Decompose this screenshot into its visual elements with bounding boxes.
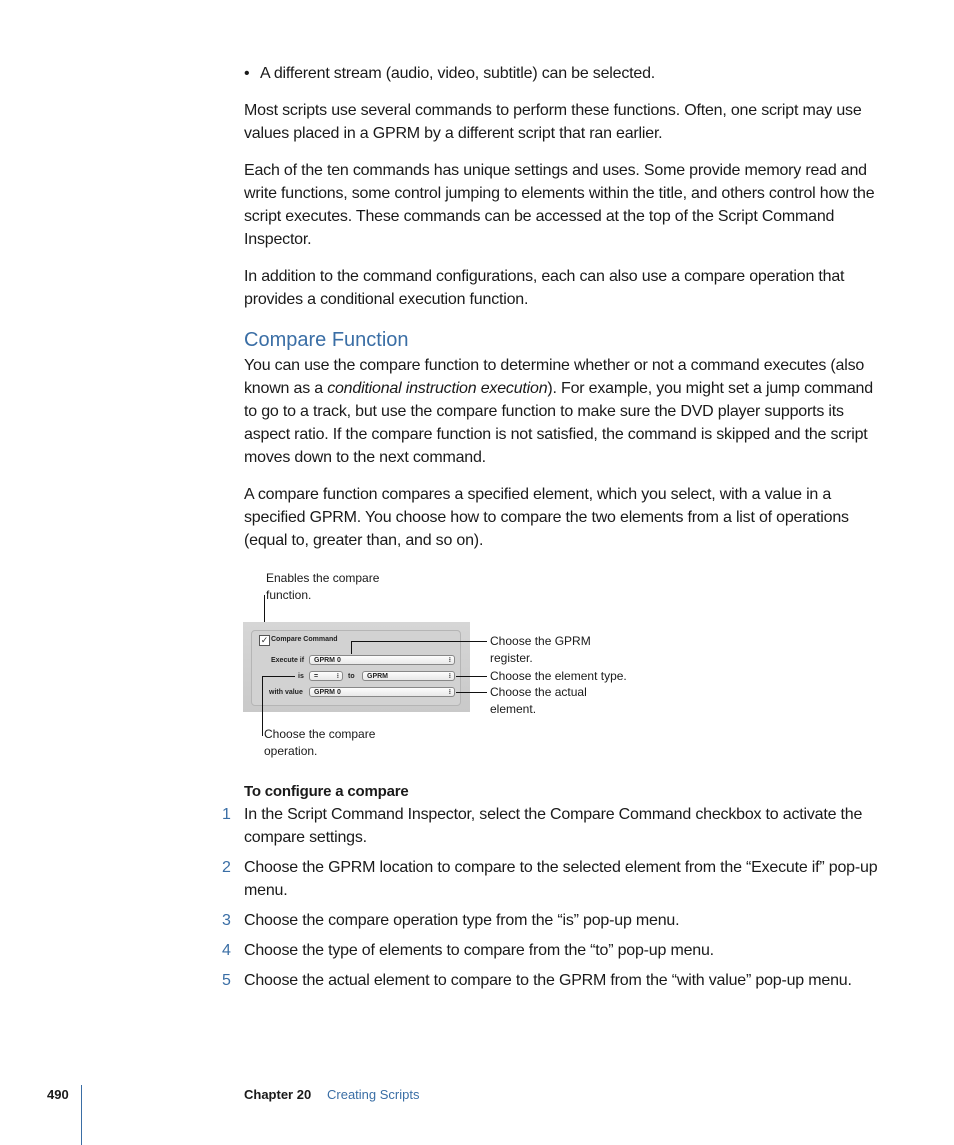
leader-line — [456, 692, 487, 693]
with-value-popup[interactable] — [309, 687, 455, 697]
section-paragraph-2: A compare function compares a specified element, which you select, with a value in a specified GPRM. You choose how to compare the two elements from a list of operations (equal to, greater than, and so on). — [244, 486, 849, 549]
bullet-text: A different stream (audio, video, subtitle) can be selected. — [260, 65, 656, 82]
callout-element-type: Choose the element type. — [490, 669, 627, 683]
section-heading: Compare Function — [244, 329, 409, 351]
step-number: 3 — [222, 912, 231, 929]
step-number: 5 — [222, 972, 231, 989]
popup-value: GPRM 0 — [314, 689, 341, 696]
to-popup[interactable] — [362, 671, 455, 681]
text-run: You can use the compare function to determine whether or not a command executes (also known as a — [244, 357, 865, 397]
step-number: 2 — [222, 859, 231, 876]
callout-register: Choose the GPRM register. — [490, 634, 591, 665]
popup-value: GPRM 0 — [314, 657, 341, 664]
procedure-title: To configure a compare — [244, 783, 409, 800]
popup-arrows-icon: ⁝ — [448, 657, 451, 664]
popup-arrows-icon: ⁝ — [336, 673, 339, 680]
footer-divider — [81, 1085, 82, 1145]
callout-operation: Choose the compare operation. — [264, 727, 376, 758]
is-label: is — [298, 673, 304, 680]
popup-arrows-icon: ⁝ — [448, 689, 451, 696]
text-run: ). For example, you might set a jump command to go to a track, but use the compare function to make sure the DVD player supports its aspect ratio. If the compare function is not satisfied, the command is skipped and the script moves down to the next command. — [244, 380, 873, 466]
callout-actual: Choose the actual element. — [490, 685, 587, 716]
with-value-label: with value — [269, 689, 303, 696]
paragraph-2: Each of the ten commands has unique settings and uses. Some provide memory read and write functions, some control jumping to elements within the title, and others control how the script executes. These commands can be accessed at the top of the Script Command Inspector. — [244, 162, 875, 248]
footer-chapter: Chapter 20 — [244, 1087, 312, 1102]
page-number: 490 — [47, 1087, 69, 1102]
footer-chapter-title: Creating Scripts — [327, 1087, 420, 1102]
section-paragraph-1 — [244, 354, 884, 469]
execute-if-label: Execute if — [271, 657, 305, 664]
execute-if-popup[interactable] — [309, 655, 455, 665]
step-text: Choose the GPRM location to compare to the selected element from the “Execute if” pop-up menu. — [244, 859, 878, 899]
compare-command-label: Compare Command — [271, 636, 338, 643]
step-text: Choose the compare operation type from the “is” pop-up menu. — [244, 912, 680, 929]
callout-enable: Enables the compare function. — [266, 571, 380, 602]
bullet-marker: • — [244, 65, 250, 82]
leader-line — [351, 641, 487, 642]
step-text: In the Script Command Inspector, select the Compare Command checkbox to activate the compare settings. — [244, 806, 863, 846]
leader-line — [456, 676, 487, 677]
compare-command-checkbox[interactable]: ✓ — [260, 635, 269, 645]
is-popup[interactable] — [309, 671, 343, 681]
popup-value: = — [314, 673, 319, 680]
italic-term: conditional instruction execution — [327, 380, 548, 397]
step-number: 4 — [222, 942, 231, 959]
leader-line — [262, 676, 295, 677]
popup-value: GPRM — [367, 673, 388, 680]
step-text: Choose the type of elements to compare from the “to” pop-up menu. — [244, 942, 714, 959]
leader-line — [262, 676, 263, 736]
step-text: Choose the actual element to compare to the GPRM from the “with value” pop-up menu. — [244, 972, 852, 989]
leader-line — [351, 641, 352, 654]
paragraph-1: Most scripts use several commands to perform these functions. Often, one script may use values placed in a GPRM by a different script that ran earlier. — [244, 102, 862, 142]
paragraph-3: In addition to the command configurations, each can also use a compare operation that provides a conditional execution function. — [244, 268, 845, 308]
step-number: 1 — [222, 806, 231, 823]
to-label: to — [348, 673, 355, 680]
popup-arrows-icon: ⁝ — [448, 673, 451, 680]
